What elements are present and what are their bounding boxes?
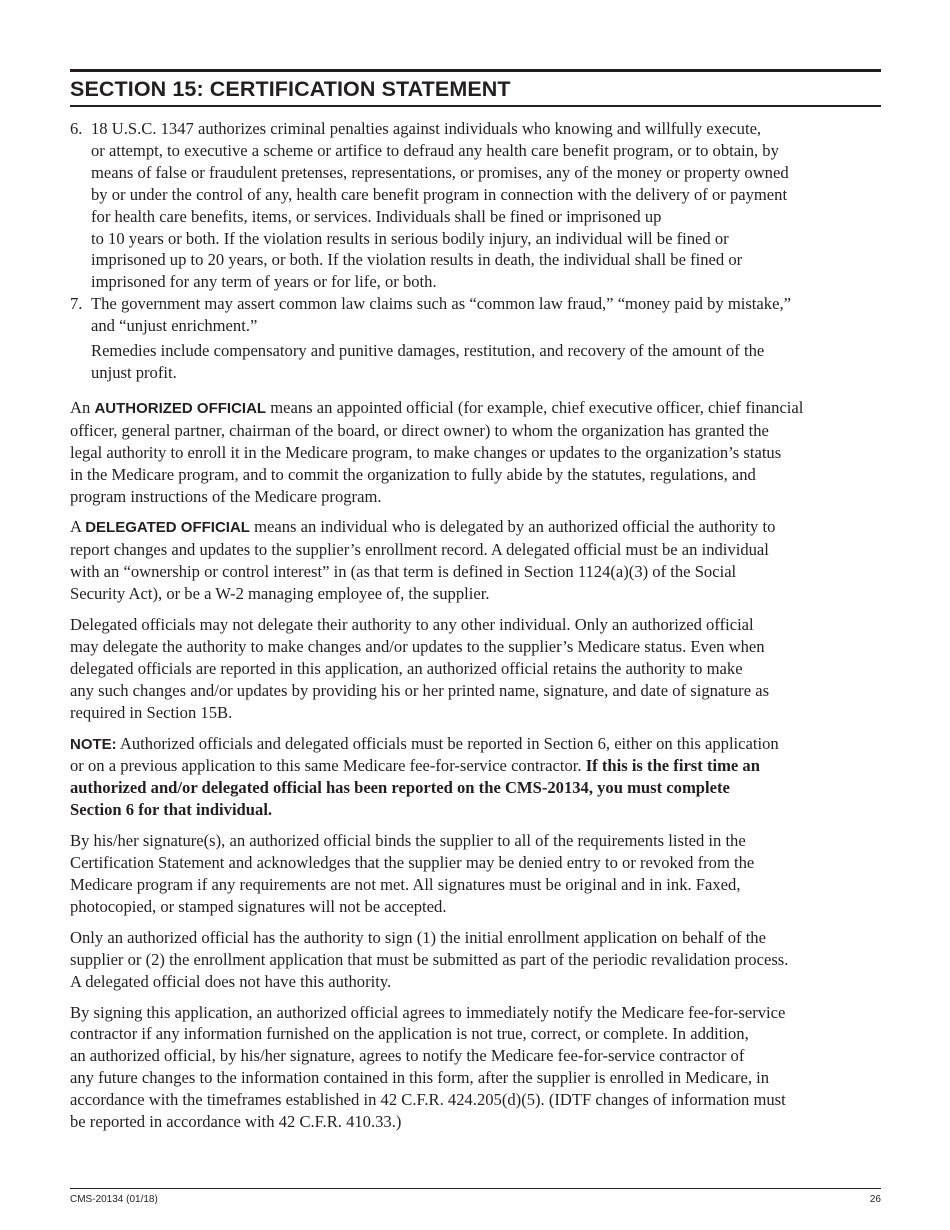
text-line: contractor if any information furnished on the application is not true, correct, or complete. In addition, <box>70 1024 749 1044</box>
text-line: Security Act), or be a W-2 managing employee of, the supplier. <box>70 584 490 604</box>
text-line: and “unjust enrichment.” <box>91 316 258 336</box>
signature-paragraph <box>70 830 881 918</box>
text-line: By signing this application, an authorized official agrees to immediately notify the Medicare fee-for-service <box>70 1002 786 1022</box>
section-title: SECTION 15: CERTIFICATION STATEMENT <box>70 77 511 101</box>
text-line: or on a previous application to this same Medicare fee-for-service contractor. If this is the first time an <box>70 756 760 776</box>
text-line: The government may assert common law claims such as “common law fraud,” “money paid by mistake,” <box>91 294 791 314</box>
text-line: photocopied, or stamped signatures will not be accepted. <box>70 896 447 916</box>
list-item-text <box>91 118 881 293</box>
text-line: Section 6 for that individual. <box>70 800 273 820</box>
form-id: CMS-20134 (01/18) <box>70 1194 158 1205</box>
list-item-number: 6. <box>70 119 83 138</box>
text-line: by or under the control of any, health care benefit program in connection with the delivery of or payment <box>91 184 788 204</box>
notify-paragraph <box>70 1002 881 1133</box>
text-line: An AUTHORIZED OFFICIAL means an appointed official (for example, chief executive officer, chief financial <box>70 397 804 417</box>
text-line: any future changes to the information contained in this form, after the supplier is enrolled in Medicare, in <box>70 1068 770 1088</box>
text-line: may delegate the authority to make changes and/or updates to the supplier’s Medicare status. Even when <box>70 636 765 656</box>
text-line: or attempt, to executive a scheme or artifice to defraud any health care benefit program, or to obtain, by <box>91 140 779 160</box>
list-item <box>70 118 881 293</box>
text-line: A DELEGATED OFFICIAL means an individual who is delegated by an authorized official the authority to <box>70 517 776 537</box>
text-line: be reported in accordance with 42 C.F.R. 410.33.) <box>70 1112 402 1132</box>
authorized-official-definition <box>70 397 881 508</box>
text-line: in the Medicare program, and to commit the organization to fully abide by the statutes, regulations, and <box>70 464 756 484</box>
delegated-official-definition <box>70 516 881 605</box>
text-line: imprisoned up to 20 years, or both. If the violation results in death, the individual shall be fined or <box>91 250 743 270</box>
text-line: Remedies include compensatory and punitive damages, restitution, and recovery of the amount of the <box>91 341 765 361</box>
defined-term: AUTHORIZED OFFICIAL <box>94 399 267 417</box>
authority-paragraph <box>70 927 881 993</box>
text-line: to 10 years or both. If the violation results in serious bodily injury, an individual will be fined or <box>91 228 729 248</box>
section-title-underline <box>70 105 881 107</box>
list-item-continuation <box>70 340 881 384</box>
text-line: with an “ownership or control interest” in (as that term is defined in Section 1124(a)(3) of the Social <box>70 562 737 582</box>
delegation-paragraph <box>70 614 881 724</box>
text-line: required in Section 15B. <box>70 702 233 722</box>
text-line: legal authority to enroll it in the Medicare program, to make changes or updates to the organization’s status <box>70 442 782 462</box>
text-line: for health care benefits, items, or services. Individuals shall be fined or imprisoned up <box>91 206 662 226</box>
list-item <box>70 293 881 337</box>
penalties-list <box>70 118 881 384</box>
text-line: Medicare program if any requirements are not met. All signatures must be original and in ink. Faxed, <box>70 875 741 894</box>
text-line: Only an authorized official has the authority to sign (1) the initial enrollment application on behalf of the <box>70 927 766 947</box>
note-label: NOTE: <box>70 735 117 753</box>
note-paragraph <box>70 733 881 822</box>
list-item-number: 7. <box>70 294 83 314</box>
text-line: accordance with the timeframes established in 42 C.F.R. 424.205(d)(5). (IDTF changes of information must <box>70 1090 786 1110</box>
text-line: an authorized official, by his/her signature, agrees to notify the Medicare fee-for-service contractor of <box>70 1046 745 1066</box>
text-line: means of false or fraudulent pretenses, representations, or promises, any of the money or property owned <box>91 162 789 182</box>
text-line: A delegated official does not have this authority. <box>70 971 392 991</box>
text-line: any such changes and/or updates by providing his or her printed name, signature, and date of signature as <box>70 680 770 700</box>
text-line: unjust profit. <box>91 362 177 382</box>
text-line: supplier or (2) the enrollment application that must be submitted as part of the periodic revalidation process. <box>70 949 789 969</box>
page-number: 26 <box>869 1194 881 1205</box>
document-page <box>70 69 881 1133</box>
text-line: Certification Statement and acknowledges that the supplier may be denied entry to or revoked from the <box>70 853 755 873</box>
text-line: program instructions of the Medicare program. <box>70 486 382 506</box>
text-line: report changes and updates to the supplier’s enrollment record. A delegated official must be an individual <box>70 540 769 560</box>
text-line: officer, general partner, chairman of the board, or direct owner) to whom the organization has granted the <box>70 420 769 440</box>
section-top-rule <box>70 69 881 72</box>
text-line: imprisoned for any term of years or for life, or both. <box>91 272 437 292</box>
defined-term: DELEGATED OFFICIAL <box>85 519 250 537</box>
text-line: NOTE: Authorized officials and delegated officials must be reported in Section 6, either on this application <box>70 733 779 753</box>
list-item-text <box>91 293 881 337</box>
text-line: delegated officials are reported in this application, an authorized official retains the authority to make <box>70 658 743 678</box>
text-line: Delegated officials may not delegate their authority to any other individual. Only an authorized official <box>70 615 754 635</box>
text-line: By his/her signature(s), an authorized official binds the supplier to all of the requirements listed in the <box>70 831 746 851</box>
text-line: 18 U.S.C. 1347 authorizes criminal penalties against individuals who knowing and willfully execute, <box>91 119 762 138</box>
page-footer <box>70 1188 881 1205</box>
text-line: authorized and/or delegated official has been reported on the CMS-20134, you must complete <box>70 778 730 798</box>
